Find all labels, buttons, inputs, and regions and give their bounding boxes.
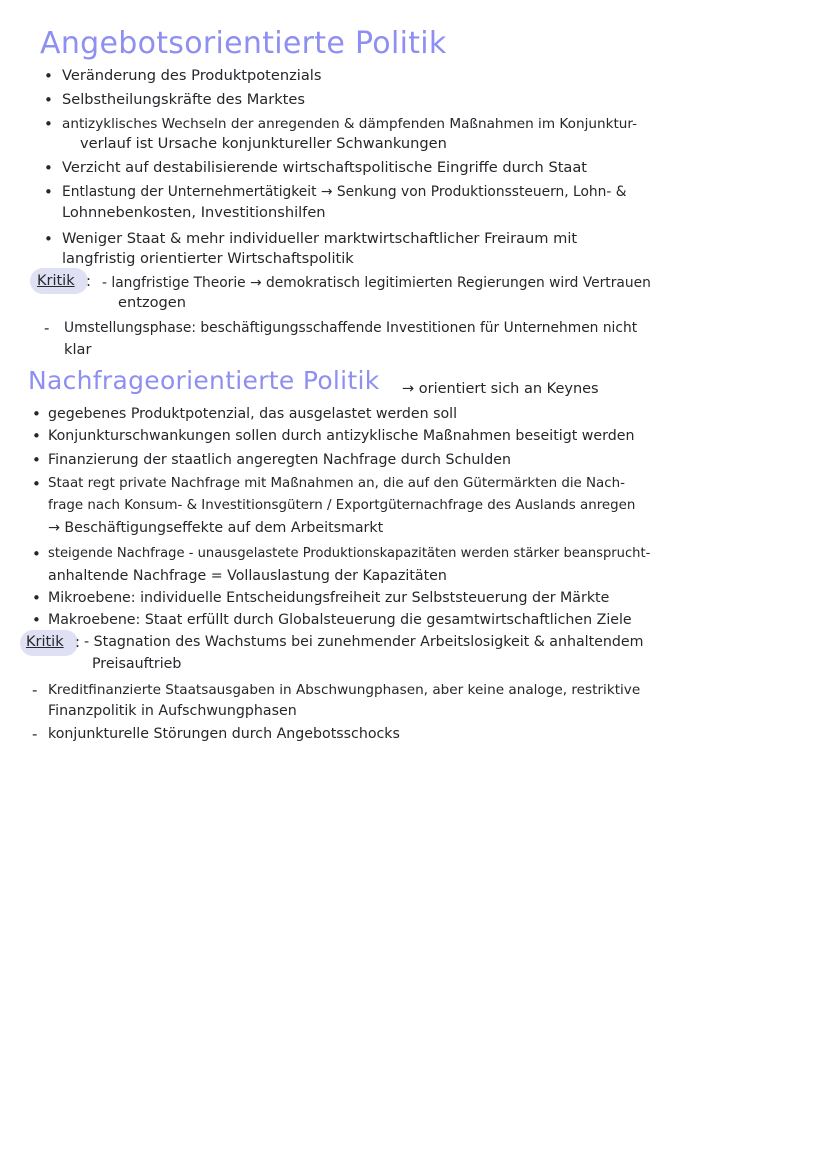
kritik-item-line: klar xyxy=(64,341,92,358)
list-item-line: antizyklisches Wechseln der anregenden & dämpfenden Maßnahmen im Konjunktur- xyxy=(62,116,638,132)
bullet-dot: • xyxy=(32,451,41,469)
list-item: gegebenes Produktpotenzial, das ausgelastet werden soll xyxy=(48,406,458,422)
kritik-label: Kritik xyxy=(26,634,64,650)
list-item-line: langfristig orientierter Wirtschaftspolitik xyxy=(62,250,354,267)
kritik-item-line: Umstellungsphase: beschäftigungsschaffende Investitionen für Unternehmen nicht xyxy=(64,320,638,336)
kritik-item-line: Kreditfinanzierte Staatsausgaben in Abschwungphasen, aber keine analoge, restriktive xyxy=(48,682,641,698)
list-item-line: Lohnnebenkosten, Investitionshilfen xyxy=(62,204,326,221)
list-item: Verzicht auf destabilisierende wirtschaftspolitische Eingriffe durch Staat xyxy=(62,159,588,176)
bullet-dot: • xyxy=(32,427,41,445)
kritik-colon: : xyxy=(86,272,92,290)
list-item-line: Weniger Staat & mehr individueller marktwirtschaftlicher Freiraum mit xyxy=(62,230,578,247)
dash-marker: - xyxy=(32,681,38,699)
list-item-line: anhaltende Nachfrage = Vollauslastung der Kapazitäten xyxy=(48,568,447,584)
kritik-item-line: Finanzpolitik in Aufschwungphasen xyxy=(48,703,297,719)
bullet-dot: • xyxy=(44,183,53,201)
dash-marker: - xyxy=(32,725,38,743)
bullet-dot: • xyxy=(44,230,53,248)
list-item-line: steigende Nachfrage - unausgelastete Produktionskapazitäten werden stärker beansprucht- xyxy=(48,546,651,561)
title-note: → orientiert sich an Keynes xyxy=(402,381,599,397)
kritik-item-line: entzogen xyxy=(118,294,187,311)
dash-marker: - xyxy=(44,319,50,337)
list-item: Veränderung des Produktpotenzials xyxy=(62,67,322,84)
list-item-line: frage nach Konsum- & Investitionsgütern / Exportgüternachfrage des Auslands anregen xyxy=(48,498,636,513)
list-item: Selbstheilungskräfte des Marktes xyxy=(62,91,305,108)
bullet-dot: • xyxy=(44,115,53,133)
bullet-dot: • xyxy=(44,91,53,109)
bullet-dot: • xyxy=(32,545,41,563)
kritik-item-line: - langfristige Theorie → demokratisch legitimierten Regierungen wird Vertrauen xyxy=(102,275,651,291)
kritik-colon: : xyxy=(75,633,81,651)
list-item: Mikroebene: individuelle Entscheidungsfreiheit zur Selbststeuerung der Märkte xyxy=(48,590,610,606)
bullet-dot: • xyxy=(32,405,41,423)
list-item: Konjunkturschwankungen sollen durch antizyklische Maßnahmen beseitigt werden xyxy=(48,428,635,444)
bullet-dot: • xyxy=(32,475,41,493)
list-item: Makroebene: Staat erfüllt durch Globalsteuerung die gesamtwirtschaftlichen Ziele xyxy=(48,612,632,628)
kritik-item: konjunkturelle Störungen durch Angebotsschocks xyxy=(48,726,400,742)
section-title-angebot: Angebotsorientierte Politik xyxy=(40,26,447,61)
bullet-dot: • xyxy=(32,589,41,607)
list-item-line: Staat regt private Nachfrage mit Maßnahmen an, die auf den Gütermärkten die Nach- xyxy=(48,476,625,491)
list-item: Finanzierung der staatlich angeregten Nachfrage durch Schulden xyxy=(48,452,511,468)
section-title-nachfrage: Nachfrageorientierte Politik xyxy=(28,366,380,395)
bullet-dot: • xyxy=(44,67,53,85)
bullet-dot: • xyxy=(32,611,41,629)
kritik-item-line: Preisauftrieb xyxy=(92,656,182,672)
list-item-line: verlauf ist Ursache konjunktureller Schwankungen xyxy=(80,135,447,152)
kritik-label: Kritik xyxy=(37,273,75,289)
kritik-item-line: - Stagnation des Wachstums bei zunehmender Arbeitslosigkeit & anhaltendem xyxy=(84,634,644,650)
list-item-line: Entlastung der Unternehmertätigkeit → Senkung von Produktionssteuern, Lohn- & xyxy=(62,184,627,200)
list-item-line: → Beschäftigungseffekte auf dem Arbeitsmarkt xyxy=(48,520,384,536)
bullet-dot: • xyxy=(44,159,53,177)
